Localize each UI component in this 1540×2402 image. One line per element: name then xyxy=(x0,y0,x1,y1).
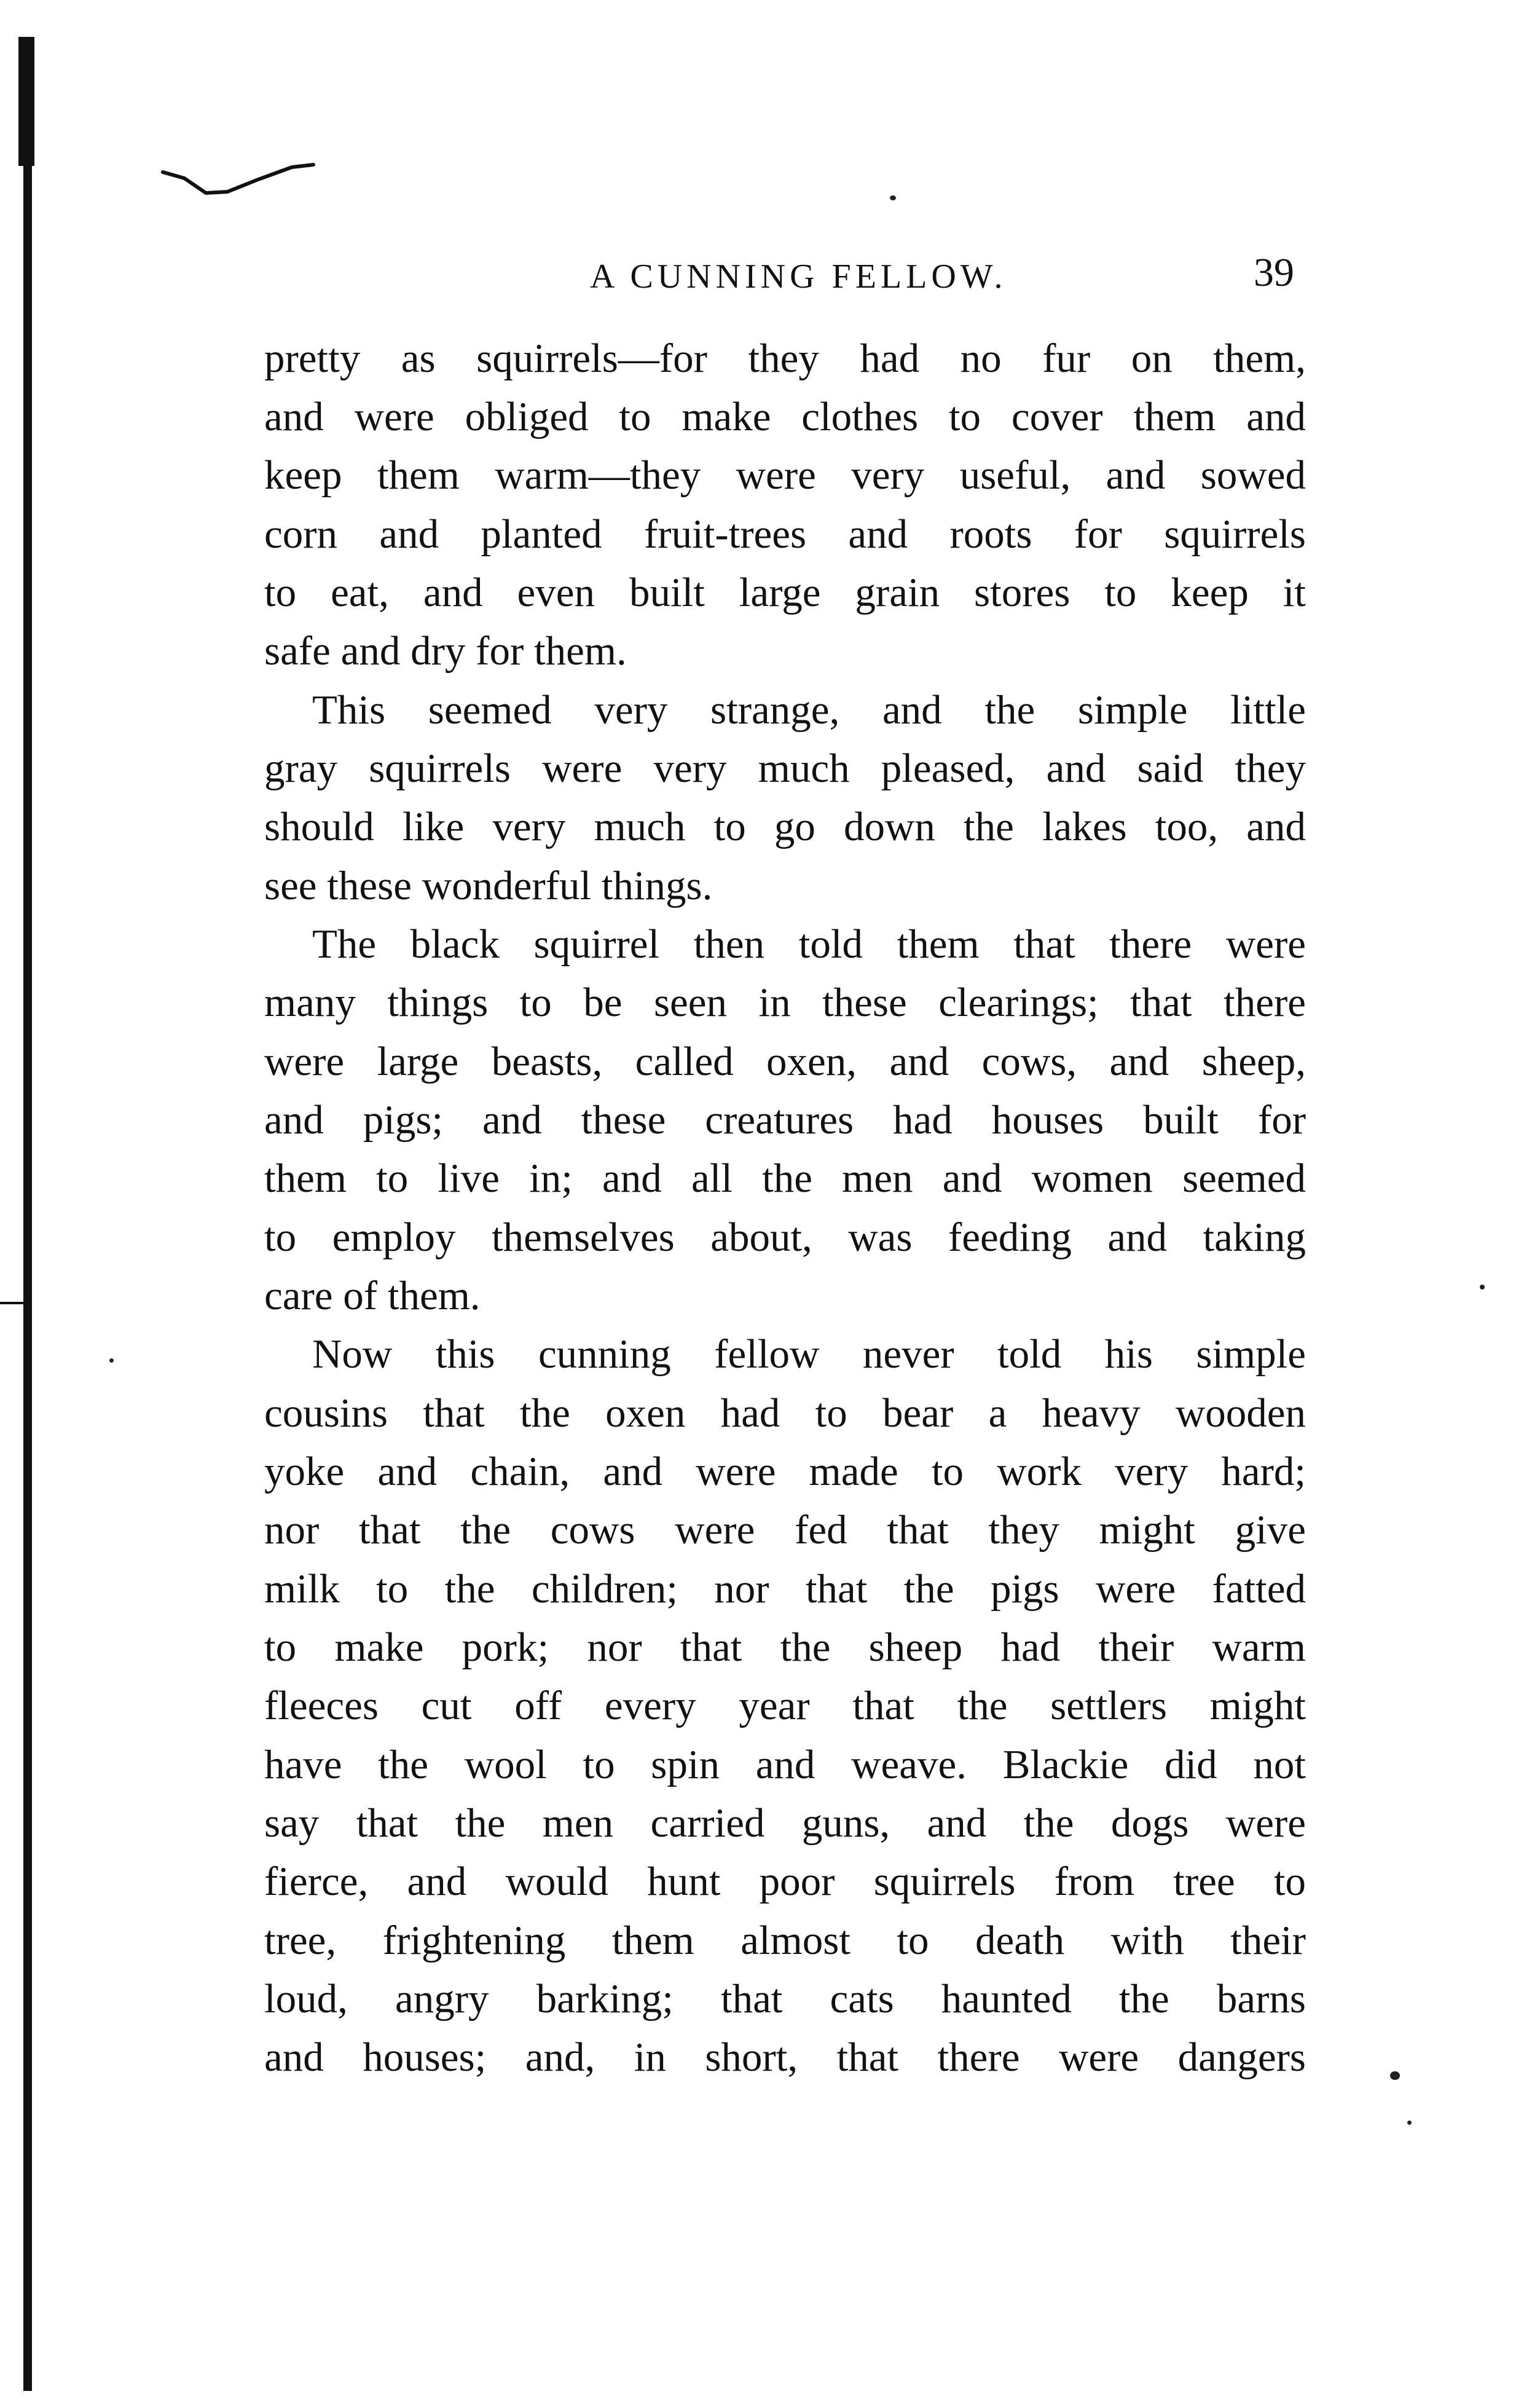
text-line: cousins that the oxen had to bear a heavy wooden xyxy=(264,1390,1306,1436)
text-line: them to live in; and all the men and women seemed xyxy=(264,1156,1306,1201)
speck xyxy=(1407,2120,1412,2125)
text-line: should like very much to go down the lakes too, and xyxy=(264,804,1306,849)
text-line: pretty as squirrels—for they had no fur on them, xyxy=(264,336,1306,381)
speck xyxy=(890,195,896,200)
text-line: care of them. xyxy=(264,1273,481,1318)
text-line: The black squirrel then told them that there were xyxy=(312,921,1306,967)
text-line: loud, angry barking; that cats haunted the barns xyxy=(264,1976,1306,2022)
scan-edge-mark xyxy=(0,1302,26,1304)
text-line: corn and planted fruit-trees and roots for squirrels xyxy=(264,511,1306,557)
text-line: tree, frightening them almost to death with their xyxy=(264,1918,1306,1963)
speck xyxy=(1480,1285,1485,1290)
scan-binding-edge xyxy=(23,37,32,2391)
text-line: gray squirrels were very much pleased, and said they xyxy=(264,746,1306,791)
text-line: many things to be seen in these clearings; that there xyxy=(264,980,1306,1025)
speck xyxy=(109,1358,114,1363)
text-line: say that the men carried guns, and the dogs were xyxy=(264,1800,1306,1846)
text-line: and pigs; and these creatures had houses built for xyxy=(264,1097,1306,1143)
speck xyxy=(1390,2071,1400,2080)
text-line: Now this cunning fellow never told his simple xyxy=(312,1331,1306,1377)
text-line: fleeces cut off every year that the settlers might xyxy=(264,1683,1306,1728)
text-line: were large beasts, called oxen, and cows, and sheep, xyxy=(264,1039,1306,1084)
text-line: to eat, and even built large grain stores to keep it xyxy=(264,570,1306,615)
text-line: nor that the cows were fed that they might give xyxy=(264,1507,1306,1553)
text-line: safe and dry for them. xyxy=(264,628,627,674)
text-line: and houses; and, in short, that there were dangers xyxy=(264,2034,1306,2080)
text-line: to employ themselves about, was feeding and taking xyxy=(264,1215,1306,1260)
text-line: milk to the children; nor that the pigs were fatted xyxy=(264,1566,1306,1612)
text-line: have the wool to spin and weave. Blackie did not xyxy=(264,1742,1306,1787)
text-line: see these wonderful things. xyxy=(264,863,713,908)
pencil-mark xyxy=(160,161,320,204)
text-line: keep them warm—they were very useful, and sowed xyxy=(264,452,1306,498)
text-line: and were obliged to make clothes to cover them and xyxy=(264,394,1306,439)
text-line: fierce, and would hunt poor squirrels from tree to xyxy=(264,1859,1306,1904)
running-head: A CUNNING FELLOW. xyxy=(590,258,1007,296)
page-number: 39 xyxy=(1254,250,1294,295)
text-line: This seemed very strange, and the simple little xyxy=(312,687,1306,733)
text-line: yoke and chain, and were made to work very hard; xyxy=(264,1449,1306,1494)
text-line: to make pork; nor that the sheep had their warm xyxy=(264,1624,1306,1670)
